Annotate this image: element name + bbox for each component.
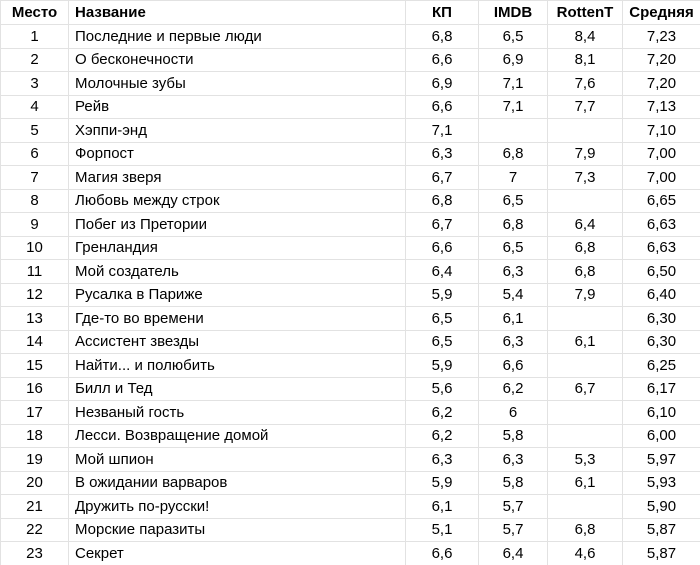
table-row <box>1 166 700 190</box>
cell-kp[interactable]: 6,2 <box>406 424 479 448</box>
cell-rotten[interactable]: 7,6 <box>548 72 623 96</box>
cell-avg[interactable]: 6,65 <box>623 189 700 213</box>
cell-avg[interactable]: 6,50 <box>623 260 700 284</box>
cell-avg[interactable]: 5,87 <box>623 542 700 565</box>
cell-kp[interactable]: 6,1 <box>406 495 479 519</box>
cell-rotten[interactable]: 6,1 <box>548 330 623 354</box>
cell-rotten[interactable]: 4,6 <box>548 542 623 565</box>
cell-kp[interactable]: 5,9 <box>406 283 479 307</box>
cell-rotten[interactable]: 8,1 <box>548 48 623 72</box>
cell-kp[interactable]: 5,9 <box>406 471 479 495</box>
table-row <box>1 518 700 542</box>
cell-imdb[interactable]: 6,8 <box>479 142 548 166</box>
cell-kp[interactable]: 6,4 <box>406 260 479 284</box>
cell-place[interactable]: 21 <box>1 495 69 519</box>
cell-kp[interactable]: 5,6 <box>406 377 479 401</box>
cell-place[interactable]: 3 <box>1 72 69 96</box>
cell-avg[interactable]: 7,20 <box>623 48 700 72</box>
cell-place[interactable]: 20 <box>1 471 69 495</box>
cell-place[interactable]: 16 <box>1 377 69 401</box>
cell-kp[interactable]: 6,2 <box>406 401 479 425</box>
cell-kp[interactable]: 6,6 <box>406 236 479 260</box>
cell-place[interactable]: 12 <box>1 283 69 307</box>
cell-place[interactable]: 15 <box>1 354 69 378</box>
cell-imdb[interactable]: 6 <box>479 401 548 425</box>
column-header-rotten[interactable]: RottenT <box>548 1 623 25</box>
cell-title[interactable]: Морские паразиты <box>69 518 406 542</box>
cell-imdb[interactable]: 6,3 <box>479 260 548 284</box>
column-header-imdb[interactable]: IMDB <box>479 1 548 25</box>
cell-place[interactable]: 22 <box>1 518 69 542</box>
cell-kp[interactable]: 6,6 <box>406 95 479 119</box>
cell-rotten[interactable]: 6,8 <box>548 518 623 542</box>
cell-kp[interactable]: 6,6 <box>406 542 479 565</box>
cell-rotten[interactable] <box>548 189 623 213</box>
cell-place[interactable]: 14 <box>1 330 69 354</box>
cell-title[interactable]: Последние и первые люди <box>69 25 406 49</box>
cell-avg[interactable]: 5,87 <box>623 518 700 542</box>
table-row <box>1 330 700 354</box>
cell-title[interactable]: Ассистент звезды <box>69 330 406 354</box>
cell-place[interactable]: 2 <box>1 48 69 72</box>
cell-imdb[interactable]: 5,4 <box>479 283 548 307</box>
cell-imdb[interactable]: 7,1 <box>479 95 548 119</box>
cell-rotten[interactable]: 6,8 <box>548 260 623 284</box>
cell-avg[interactable]: 6,30 <box>623 330 700 354</box>
cell-title[interactable]: Побег из Претории <box>69 213 406 237</box>
cell-rotten[interactable]: 7,3 <box>548 166 623 190</box>
cell-place[interactable]: 18 <box>1 424 69 448</box>
column-header-place[interactable]: Место <box>1 1 69 25</box>
cell-title[interactable]: Мой создатель <box>69 260 406 284</box>
cell-avg[interactable]: 7,10 <box>623 119 700 143</box>
cell-rotten[interactable]: 6,7 <box>548 377 623 401</box>
cell-avg[interactable]: 7,20 <box>623 72 700 96</box>
cell-rotten[interactable]: 6,4 <box>548 213 623 237</box>
cell-title[interactable]: Дружить по-русски! <box>69 495 406 519</box>
cell-imdb[interactable]: 6,6 <box>479 354 548 378</box>
cell-rotten[interactable] <box>548 119 623 143</box>
cell-kp[interactable]: 6,9 <box>406 72 479 96</box>
cell-imdb[interactable]: 5,7 <box>479 495 548 519</box>
table-row <box>1 377 700 401</box>
cell-rotten[interactable]: 5,3 <box>548 448 623 472</box>
cell-place[interactable]: 13 <box>1 307 69 331</box>
cell-title[interactable]: Магия зверя <box>69 166 406 190</box>
cell-kp[interactable]: 6,3 <box>406 448 479 472</box>
cell-imdb[interactable]: 6,5 <box>479 189 548 213</box>
table-row <box>1 189 700 213</box>
cell-kp[interactable]: 5,1 <box>406 518 479 542</box>
cell-title[interactable]: Хэппи-энд <box>69 119 406 143</box>
cell-title[interactable]: Гренландия <box>69 236 406 260</box>
cell-avg[interactable]: 5,90 <box>623 495 700 519</box>
cell-kp[interactable]: 6,8 <box>406 189 479 213</box>
cell-kp[interactable]: 5,9 <box>406 354 479 378</box>
table-row <box>1 25 700 49</box>
cell-title[interactable]: Билл и Тед <box>69 377 406 401</box>
cell-kp[interactable]: 6,7 <box>406 213 479 237</box>
table-row <box>1 213 700 237</box>
cell-imdb[interactable]: 5,8 <box>479 471 548 495</box>
column-header-avg[interactable]: Средняя <box>623 1 700 25</box>
table-row <box>1 448 700 472</box>
cell-avg[interactable]: 6,63 <box>623 213 700 237</box>
cell-place[interactable]: 19 <box>1 448 69 472</box>
table-row <box>1 119 700 143</box>
cell-title[interactable]: Где-то во времени <box>69 307 406 331</box>
cell-avg[interactable]: 5,97 <box>623 448 700 472</box>
cell-imdb[interactable]: 5,8 <box>479 424 548 448</box>
table-row <box>1 542 700 565</box>
cell-rotten[interactable]: 6,1 <box>548 471 623 495</box>
cell-imdb[interactable]: 5,7 <box>479 518 548 542</box>
cell-kp[interactable]: 6,5 <box>406 330 479 354</box>
cell-rotten[interactable] <box>548 495 623 519</box>
cell-kp[interactable]: 6,6 <box>406 48 479 72</box>
cell-title[interactable]: Секрет <box>69 542 406 565</box>
cell-avg[interactable]: 7,00 <box>623 142 700 166</box>
cell-imdb[interactable]: 6,2 <box>479 377 548 401</box>
table-row <box>1 95 700 119</box>
column-header-title[interactable]: Название <box>69 1 406 25</box>
cell-imdb[interactable]: 6,8 <box>479 213 548 237</box>
cell-title[interactable]: Незваный гость <box>69 401 406 425</box>
cell-rotten[interactable] <box>548 354 623 378</box>
cell-place[interactable]: 4 <box>1 95 69 119</box>
cell-title[interactable]: Мой шпион <box>69 448 406 472</box>
cell-place[interactable]: 23 <box>1 542 69 565</box>
cell-avg[interactable]: 7,23 <box>623 25 700 49</box>
cell-imdb[interactable]: 6,1 <box>479 307 548 331</box>
cell-imdb[interactable]: 6,3 <box>479 330 548 354</box>
cell-avg[interactable]: 6,63 <box>623 236 700 260</box>
cell-rotten[interactable]: 7,9 <box>548 142 623 166</box>
cell-title[interactable]: Молочные зубы <box>69 72 406 96</box>
cell-imdb[interactable]: 6,9 <box>479 48 548 72</box>
cell-rotten[interactable]: 7,7 <box>548 95 623 119</box>
cell-title[interactable]: Рейв <box>69 95 406 119</box>
cell-title[interactable]: О бесконечности <box>69 48 406 72</box>
cell-imdb[interactable]: 6,3 <box>479 448 548 472</box>
cell-kp[interactable]: 6,8 <box>406 25 479 49</box>
table-row <box>1 236 700 260</box>
cell-rotten[interactable]: 7,9 <box>548 283 623 307</box>
table-row <box>1 471 700 495</box>
cell-place[interactable]: 10 <box>1 236 69 260</box>
cell-title[interactable]: В ожидании варваров <box>69 471 406 495</box>
cell-avg[interactable]: 5,93 <box>623 471 700 495</box>
cell-kp[interactable]: 6,3 <box>406 142 479 166</box>
cell-avg[interactable]: 6,30 <box>623 307 700 331</box>
cell-imdb[interactable]: 6,4 <box>479 542 548 565</box>
cell-kp[interactable]: 6,5 <box>406 307 479 331</box>
cell-kp[interactable]: 6,7 <box>406 166 479 190</box>
cell-imdb[interactable]: 7 <box>479 166 548 190</box>
cell-avg[interactable]: 6,25 <box>623 354 700 378</box>
cell-title[interactable]: Лесси. Возвращение домой <box>69 424 406 448</box>
table-row <box>1 495 700 519</box>
cell-kp[interactable]: 7,1 <box>406 119 479 143</box>
table-body <box>1 25 700 565</box>
cell-rotten[interactable]: 6,8 <box>548 236 623 260</box>
cell-rotten[interactable] <box>548 307 623 331</box>
cell-place[interactable]: 1 <box>1 25 69 49</box>
cell-rotten[interactable] <box>548 401 623 425</box>
cell-title[interactable]: Найти... и полюбить <box>69 354 406 378</box>
cell-place[interactable]: 5 <box>1 119 69 143</box>
cell-avg[interactable]: 6,40 <box>623 283 700 307</box>
table-row <box>1 48 700 72</box>
cell-title[interactable]: Форпост <box>69 142 406 166</box>
column-header-kp[interactable]: КП <box>406 1 479 25</box>
cell-place[interactable]: 8 <box>1 189 69 213</box>
cell-place[interactable]: 9 <box>1 213 69 237</box>
cell-imdb[interactable] <box>479 119 548 143</box>
cell-imdb[interactable]: 6,5 <box>479 236 548 260</box>
table-row <box>1 401 700 425</box>
table-row <box>1 260 700 284</box>
cell-imdb[interactable]: 7,1 <box>479 72 548 96</box>
cell-place[interactable]: 17 <box>1 401 69 425</box>
table-row <box>1 307 700 331</box>
cell-rotten[interactable] <box>548 424 623 448</box>
cell-place[interactable]: 7 <box>1 166 69 190</box>
cell-avg[interactable]: 6,17 <box>623 377 700 401</box>
table-row <box>1 354 700 378</box>
cell-rotten[interactable]: 8,4 <box>548 25 623 49</box>
cell-avg[interactable]: 6,10 <box>623 401 700 425</box>
cell-imdb[interactable]: 6,5 <box>479 25 548 49</box>
cell-avg[interactable]: 7,13 <box>623 95 700 119</box>
cell-place[interactable]: 6 <box>1 142 69 166</box>
header-row <box>1 1 700 25</box>
table-row <box>1 72 700 96</box>
table-row <box>1 142 700 166</box>
table-row <box>1 283 700 307</box>
cell-place[interactable]: 11 <box>1 260 69 284</box>
table-row <box>1 424 700 448</box>
cell-title[interactable]: Любовь между строк <box>69 189 406 213</box>
cell-avg[interactable]: 6,00 <box>623 424 700 448</box>
cell-title[interactable]: Русалка в Париже <box>69 283 406 307</box>
cell-avg[interactable]: 7,00 <box>623 166 700 190</box>
